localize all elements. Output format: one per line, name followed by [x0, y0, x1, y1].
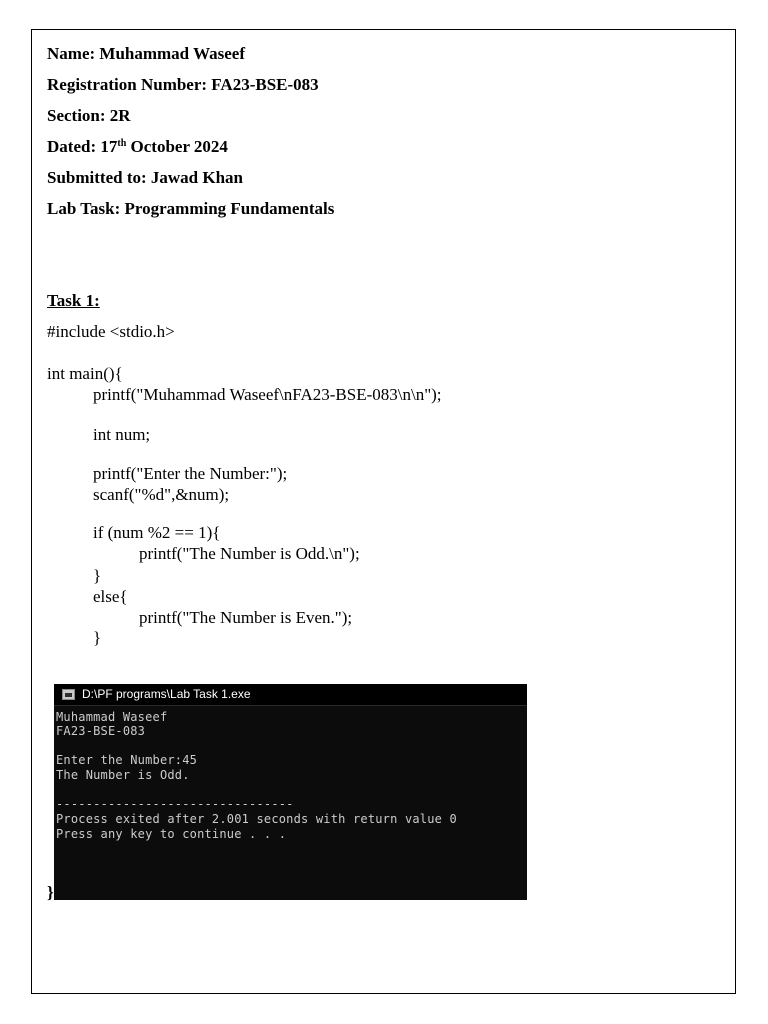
- console-output-line: Process exited after 2.001 seconds with return value 0: [56, 812, 457, 826]
- console-window-title: D:\PF programs\Lab Task 1.exe: [82, 687, 251, 701]
- console-window-icon: [62, 689, 75, 700]
- code-line: scanf("%d",&num);: [93, 485, 230, 504]
- section: Section: 2R: [47, 106, 131, 125]
- dated-prefix: Dated: 17: [47, 137, 118, 156]
- dated-suffix: October 2024: [126, 137, 228, 156]
- code-line: int main(){: [47, 364, 123, 383]
- task-title: Task 1:: [47, 291, 100, 310]
- console-output-line: The Number is Odd.: [56, 768, 190, 782]
- code-line: }: [93, 628, 102, 647]
- lab-task: Lab Task: Programming Fundamentals: [47, 199, 335, 218]
- console-output-line: --------------------------------: [56, 797, 294, 811]
- code-line: int num;: [93, 425, 151, 444]
- code-line: printf("The Number is Even.");: [139, 608, 353, 627]
- code-line: if (num %2 == 1){: [93, 523, 221, 542]
- code-line: }: [93, 566, 102, 585]
- code-line: printf("Muhammad Waseef\nFA23-BSE-083\n\n");: [93, 385, 442, 404]
- submitted-to: Submitted to: Jawad Khan: [47, 168, 244, 187]
- console-output-line: Muhammad Waseef: [56, 710, 168, 724]
- console-screenshot: [54, 684, 527, 900]
- console-titlebar: [54, 684, 527, 706]
- code-line: else{: [93, 587, 128, 606]
- code-line: printf("The Number is Odd.\n");: [139, 544, 360, 563]
- console-output-line: Press any key to continue . . .: [56, 827, 287, 841]
- console-output-line: Enter the Number:45: [56, 753, 198, 767]
- code-line: printf("Enter the Number:");: [93, 464, 288, 483]
- code-line: #include <stdio.h>: [47, 322, 175, 341]
- dated: [47, 137, 228, 157]
- registration-number: Registration Number: FA23-BSE-083: [47, 75, 319, 94]
- console-output-line: FA23-BSE-083: [56, 724, 146, 738]
- student-name: Name: Muhammad Waseef: [47, 44, 245, 63]
- closing-brace: }: [47, 883, 54, 902]
- dated-superscript: th: [117, 138, 127, 149]
